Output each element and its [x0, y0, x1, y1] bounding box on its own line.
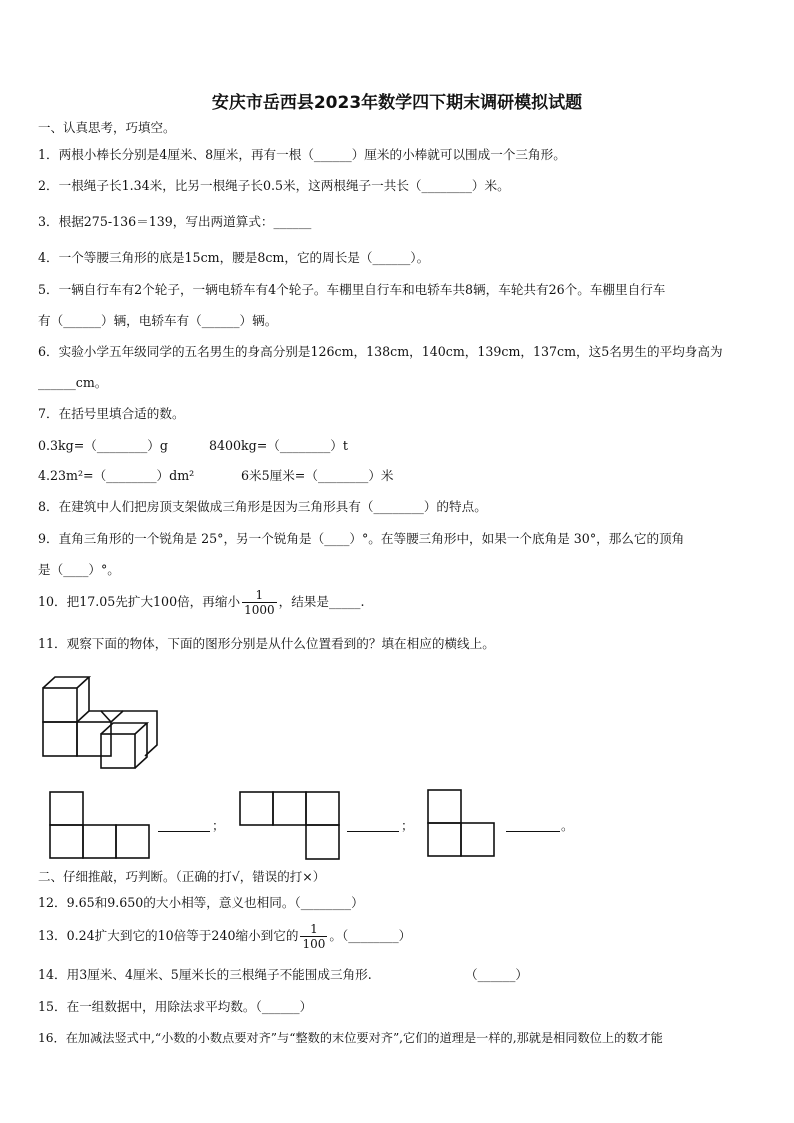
- question-13: [38, 922, 411, 951]
- question-10-tail: ，结果是_____.: [278, 594, 365, 609]
- question-16: 16．在加减法竖式中,“小数的小数点要对齐”与“整数的末位要对齐”,它们的道理是一样的,那就是相同数位上的数才能: [38, 1031, 663, 1045]
- question-13-text: 13．0.24扩大到它的10倍等于240缩小到它的: [38, 928, 299, 943]
- view-1-punct: ；: [212, 818, 225, 833]
- view-2-answer-blank[interactable]: [347, 817, 399, 832]
- question-5-line-2: 有（______）辆，电轿车有（______）辆。: [38, 313, 278, 328]
- question-4: 4．一个等腰三角形的底是15cm，腰是8cm，它的周长是（______）。: [38, 250, 430, 265]
- question-1: 1．两根小棒长分别是4厘米、8厘米，再有一根（______）厘米的小棒就可以围成一个三角形。: [38, 147, 566, 162]
- question-15: 15．在一组数据中，用除法求平均数。（______）: [38, 999, 313, 1014]
- question-6-line-2: ______cm。: [38, 375, 108, 390]
- fraction-1-100: [300, 922, 327, 951]
- question-12: 12．9.65和9.650的大小相等，意义也相同。（________）: [38, 895, 364, 910]
- question-11: 11．观察下面的物体，下面的图形分别是从什么位置看到的？填在相应的横线上。: [38, 636, 495, 651]
- section-1-heading: 一、认真思考，巧填空。: [38, 120, 176, 135]
- question-8: 8．在建筑中人们把房顶支架做成三角形是因为三角形具有（________）的特点。: [38, 499, 487, 514]
- question-10: [38, 588, 364, 617]
- question-7: 7．在括号里填合适的数。: [38, 406, 185, 421]
- fraction-denominator: 1000: [244, 603, 275, 617]
- view-2-figure: [238, 790, 343, 862]
- fraction-denominator: 100: [302, 937, 326, 951]
- question-6-line-1: 6．实验小学五年级同学的五名男生的身高分别是126cm，138cm，140cm，139cm，137cm，这5名男生的平均身高为: [38, 344, 723, 359]
- question-14: 14．用3厘米、4厘米、5厘米长的三根绳子不能围成三角形.: [38, 967, 372, 982]
- question-10-text: 10．把17.05先扩大100倍，再缩小: [38, 594, 241, 609]
- view-2-punct: ；: [401, 818, 414, 833]
- question-13-tail: 。（________）: [329, 928, 412, 943]
- fraction-1-1000: [242, 588, 277, 617]
- view-1-figure: [48, 790, 153, 860]
- view-3-answer-blank[interactable]: [506, 817, 560, 832]
- view-1-answer-blank[interactable]: [158, 817, 210, 832]
- cube-structure-figure: [38, 672, 163, 772]
- question-14-blank: （______）: [465, 967, 528, 982]
- question-9-line-2: 是（____）°。: [38, 562, 120, 577]
- question-3: 3．根据275-136＝139，写出两道算式：______: [38, 214, 312, 229]
- page-title: 安庆市岳西县2023年数学四下期末调研模拟试题: [211, 93, 583, 113]
- question-7-c: 4.23m²=（________）dm²: [38, 468, 195, 483]
- view-3-figure: [426, 788, 498, 860]
- question-2: 2．一根绳子长1.34米，比另一根绳子长0.5米，这两根绳子一共长（________）米。: [38, 178, 510, 193]
- question-7-a: 0.3kg=（________）g: [38, 438, 168, 453]
- question-9-line-1: 9．直角三角形的一个锐角是 25°，另一个锐角是（____）°。在等腰三角形中，如果一个底角是 30°，那么它的顶角: [38, 531, 685, 546]
- view-3-punct: 。: [561, 818, 574, 833]
- section-2-heading: 二、仔细推敲，巧判断。（正确的打√，错误的打×）: [38, 869, 326, 884]
- question-7-d: 6米5厘米=（________）米: [241, 468, 394, 483]
- fraction-numerator: 1: [242, 588, 277, 603]
- question-7-b: 8400kg=（________）t: [209, 438, 348, 453]
- question-5-line-1: 5．一辆自行车有2个轮子，一辆电轿车有4个轮子。车棚里自行车和电轿车共8辆，车轮共有26个。车棚里自行车: [38, 282, 666, 297]
- fraction-numerator: 1: [300, 922, 327, 937]
